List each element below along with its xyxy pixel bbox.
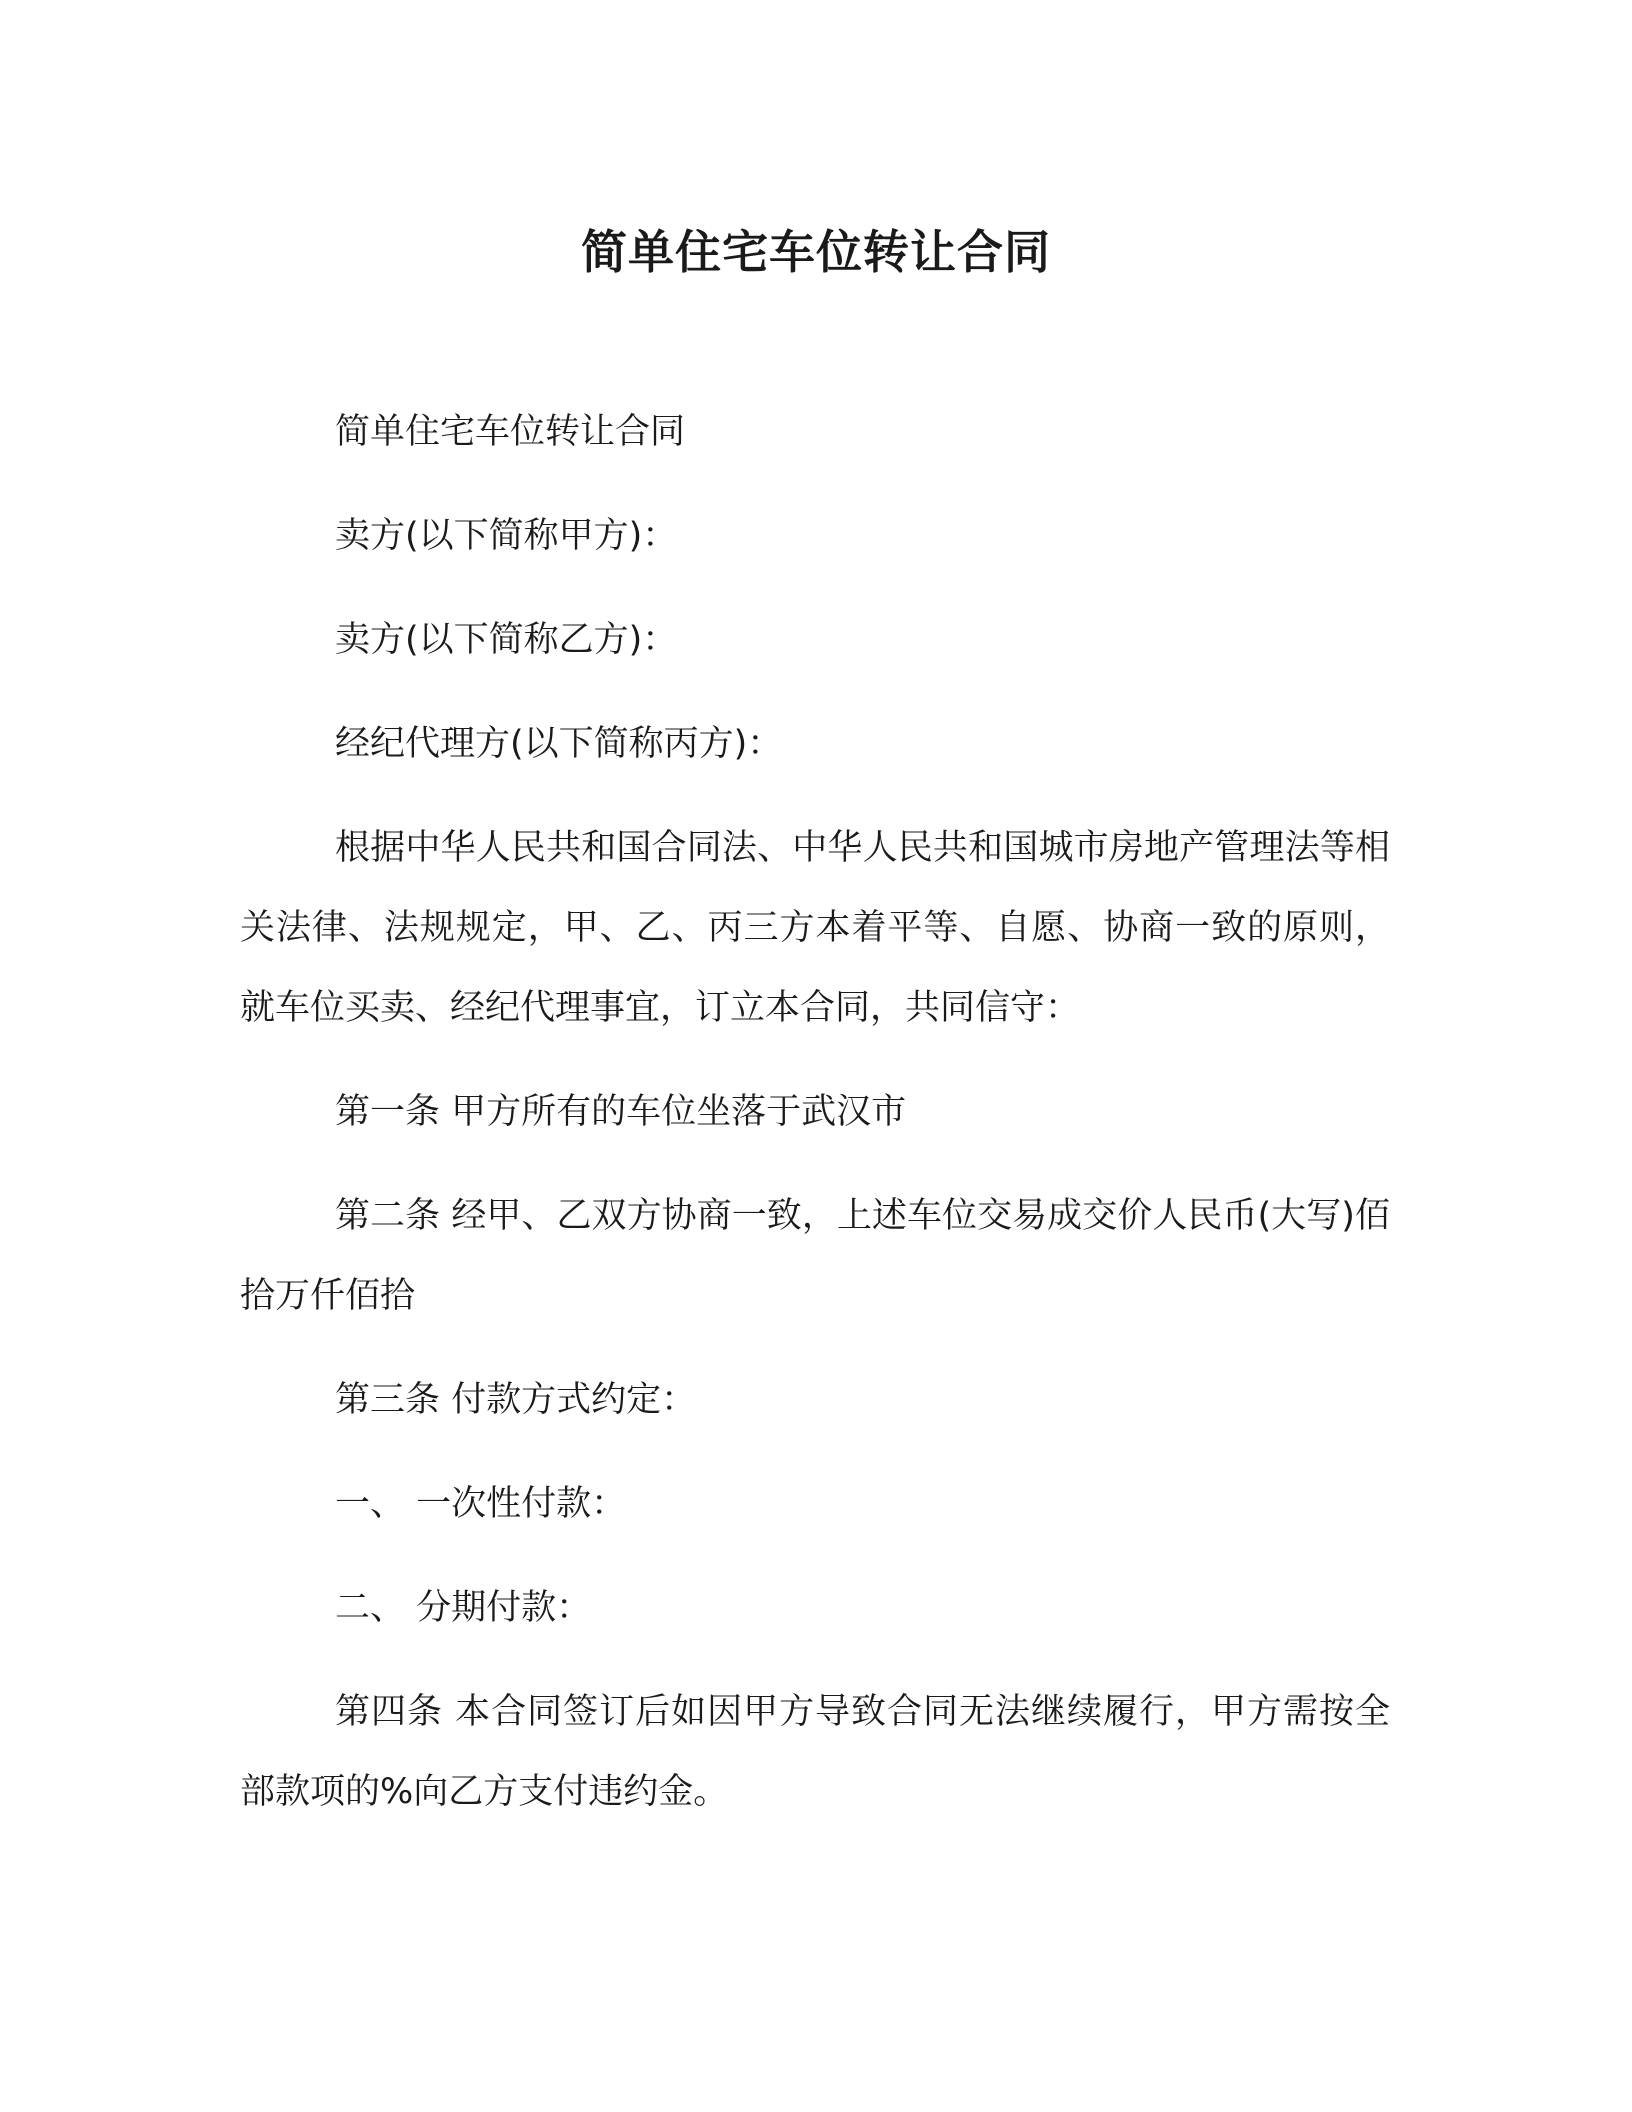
paragraph-article-1: 第一条 甲方所有的车位坐落于武汉市	[335, 1092, 907, 1132]
paragraph-party-a: 卖方(以下简称甲方)：	[335, 516, 678, 556]
paragraph-subtitle: 简单住宅车位转让合同	[335, 412, 686, 452]
document-body	[240, 392, 1390, 1856]
document-title: 简单住宅车位转让合同	[581, 225, 1051, 279]
paragraph-article-2: 第二条 经甲、乙双方协商一致，上述车位交易成交价人民币(大写)佰拾万仟佰拾	[240, 1196, 1390, 1316]
paragraph-payment-lump-sum: 一、 一次性付款：	[335, 1484, 627, 1524]
paragraph-party-c: 经纪代理方(以下简称丙方)：	[335, 724, 783, 764]
paragraph-party-b: 卖方(以下简称乙方)：	[335, 620, 678, 660]
paragraph-preamble: 根据中华人民共和国合同法、中华人民共和国城市房地产管理法等相关法律、法规规定，甲、乙、丙三方本着平等、自愿、协商一致的原则，就车位买卖、经纪代理事宜，订立本合同，共同信守：	[240, 828, 1390, 1028]
paragraph-article-3: 第三条 付款方式约定：	[335, 1380, 697, 1420]
paragraph-payment-installment: 二、 分期付款：	[335, 1588, 592, 1628]
paragraph-article-4: 第四条 本合同签订后如因甲方导致合同无法继续履行，甲方需按全部款项的%向乙方支付违约金。	[240, 1692, 1390, 1812]
